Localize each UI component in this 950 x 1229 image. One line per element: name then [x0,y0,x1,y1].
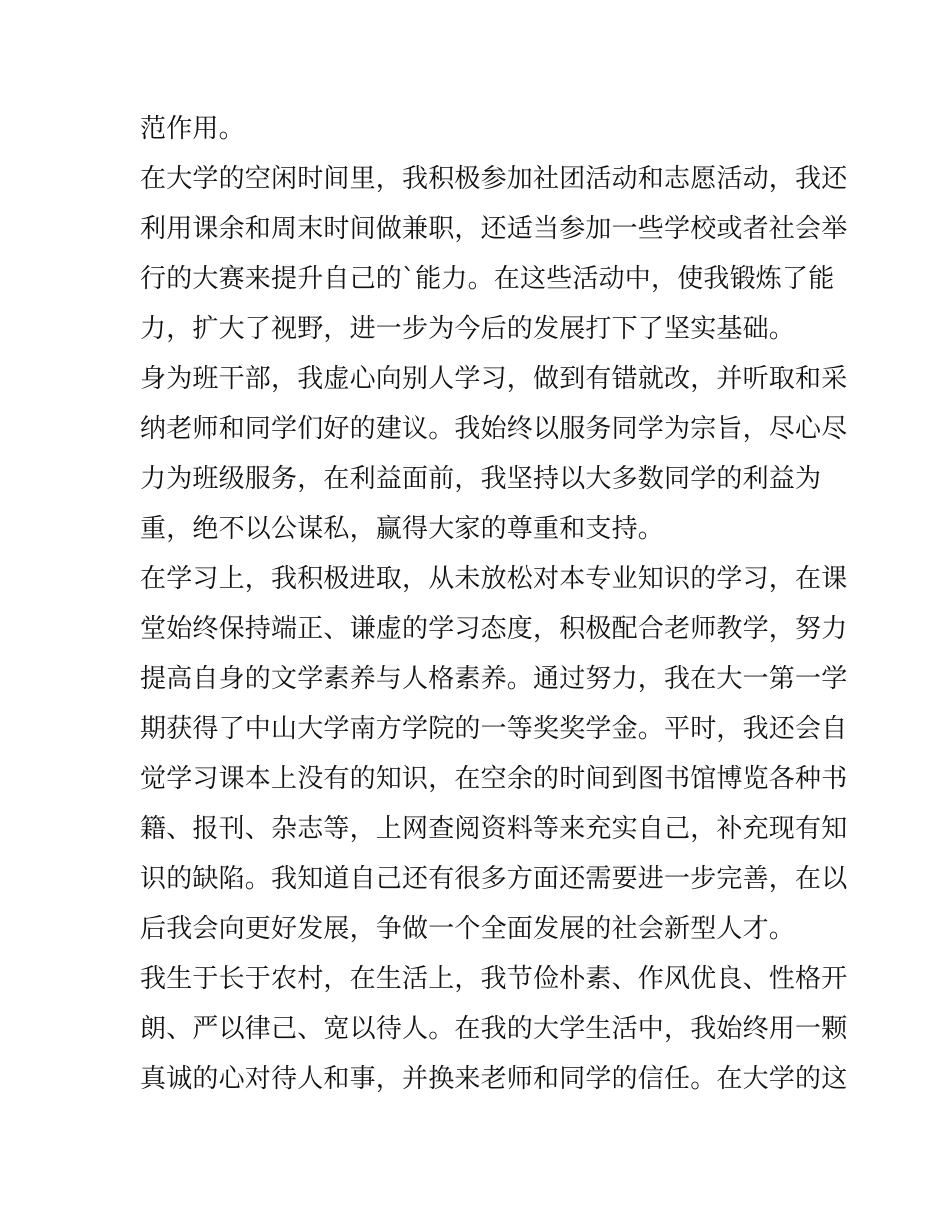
text-line: 身为班干部，我虚心向别人学习，做到有错就改，并听取和采 [140,364,848,394]
text-line: 期获得了中山大学南方学院的一等奖奖学金。平时，我还会自 [140,714,848,744]
text-line: 提高自身的文学素养与人格素养。通过努力，我在大一第一学 [140,664,848,694]
text-line: 利用课余和周末时间做兼职，还适当参加一些学校或者社会举 [140,214,848,244]
document-body-text [140,104,848,1104]
text-line: 朗、严以律己、宽以待人。在我的大学生活中，我始终用一颗 [140,1014,848,1044]
text-line: 行的大赛来提升自己的`能力。在这些活动中，使我锻炼了能 [140,264,835,294]
text-line: 范作用。 [140,114,245,144]
text-line: 识的缺陷。我知道自己还有很多方面还需要进一步完善，在以 [140,864,848,894]
text-line: 堂始终保持端正、谦虚的学习态度，积极配合老师教学，努力 [140,614,848,644]
text-line: 后我会向更好发展，争做一个全面发展的社会新型人才。 [140,914,796,944]
text-line: 力为班级服务，在利益面前，我坚持以大多数同学的利益为 [140,464,822,494]
text-line: 在大学的空闲时间里，我积极参加社团活动和志愿活动，我还 [140,164,848,194]
text-line: 真诚的心对待人和事，并换来老师和同学的信任。在大学的这 [140,1064,848,1094]
text-line: 我生于长于农村，在生活上，我节俭朴素、作风优良、性格开 [140,964,848,994]
text-line: 纳老师和同学们好的建议。我始终以服务同学为宗旨，尽心尽 [140,414,848,444]
text-line: 在学习上，我积极进取，从未放松对本专业知识的学习，在课 [140,564,848,594]
text-line: 力，扩大了视野，进一步为今后的发展打下了坚实基础。 [140,314,796,344]
text-line: 觉学习课本上没有的知识，在空余的时间到图书馆博览各种书 [140,764,848,794]
text-line: 重，绝不以公谋私，赢得大家的尊重和支持。 [140,514,665,544]
text-line: 籍、报刊、杂志等，上网查阅资料等来充实自己，补充现有知 [140,814,848,844]
